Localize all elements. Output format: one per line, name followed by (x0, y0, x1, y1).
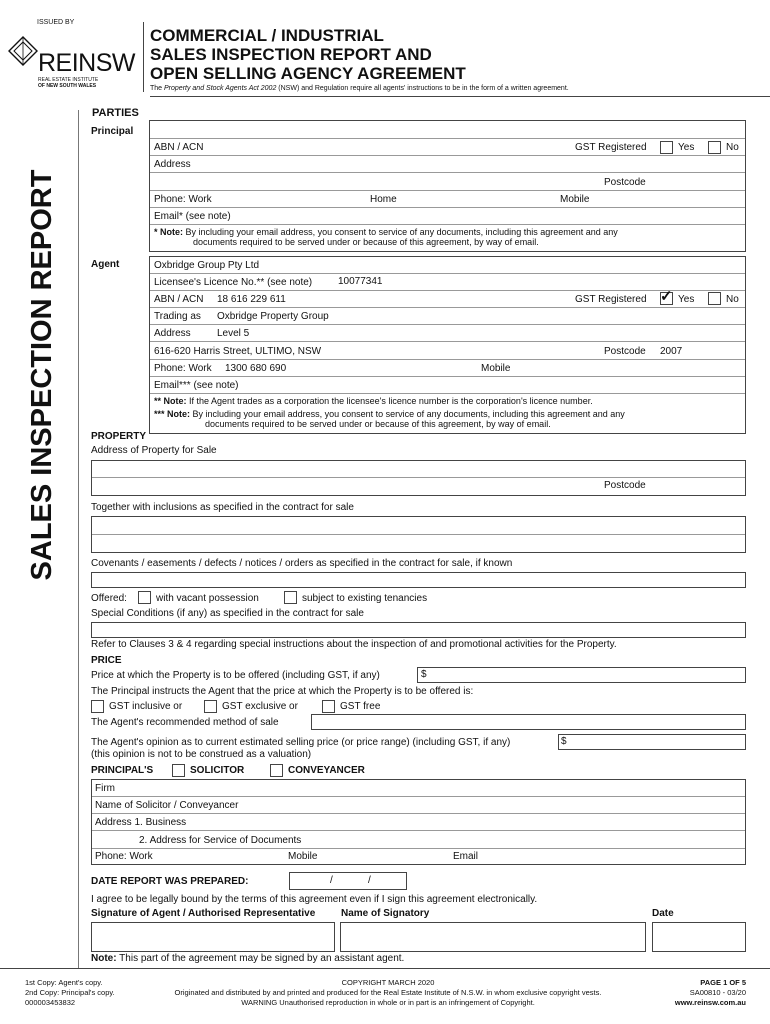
agent-postcode-label: Postcode (604, 346, 646, 357)
conveyancer-label: CONVEYANCER (288, 765, 365, 776)
agent-gst-yes: Yes (678, 294, 695, 305)
solicitor-address1-label: Address 1. Business (95, 817, 187, 828)
opinion-label: The Agent's opinion as to current estimated selling price (or price range) (including GST, if any) (91, 737, 511, 748)
solicitor-phone-work: Phone: Work (95, 851, 153, 862)
price-offered-field[interactable] (417, 667, 746, 683)
principal-home: Home (370, 194, 397, 205)
property-heading: PROPERTY (91, 431, 147, 442)
date-slash-1: / (330, 875, 333, 886)
agent-gst-no-checkbox[interactable] (708, 292, 721, 305)
existing-tenancies-label: subject to existing tenancies (302, 593, 428, 604)
title-line1: COMMERCIAL / INDUSTRIAL (150, 26, 384, 45)
price-heading: PRICE (91, 655, 122, 666)
property-address-field[interactable] (91, 460, 746, 496)
method-of-sale-label: The Agent's recommended method of sale (91, 717, 279, 728)
vacant-possession-checkbox[interactable] (138, 591, 151, 604)
agent-note3-cont: documents required to be served under or because of this agreement, by way of email. (205, 419, 551, 429)
signature-label: Signature of Agent / Authorised Representative (91, 908, 316, 919)
principal-email-label: Email* (see note) (154, 211, 231, 222)
principal-note: * Note: By including your email address, you consent to service of any documents, including this agreement and any (154, 227, 618, 237)
solicitor-heading: PRINCIPAL'S (91, 765, 154, 776)
agent-licence-label: Licensee's Licence No.** (see note) (154, 277, 313, 288)
agent-abn-value: 18 616 229 611 (217, 294, 286, 305)
footer-form-no: 000003453832 (25, 998, 76, 1007)
header-divider (143, 22, 144, 92)
signature-field[interactable] (91, 922, 335, 952)
solicitor-email: Email (453, 851, 479, 862)
signatory-name-field[interactable] (340, 922, 646, 952)
issued-by: ISSUED BY (37, 19, 75, 26)
covenants-label: Covenants / easements / defects / notices / orders as specified in the contract for sale, if known (91, 558, 513, 569)
agent-address-line1: Level 5 (217, 328, 250, 339)
principal-gst-no-checkbox[interactable] (708, 141, 721, 154)
agent-mobile: Mobile (481, 363, 511, 374)
opinion-field[interactable] (558, 734, 746, 750)
side-title: SALES INSPECTION REPORT (26, 169, 58, 581)
solicitor-mobile: Mobile (288, 851, 318, 862)
signature-note: Note: This part of the agreement may be signed by an assistant agent. (91, 953, 405, 964)
agent-trading-value: Oxbridge Property Group (217, 311, 329, 322)
agent-gst-yes-checkmark: ✓ (660, 288, 673, 305)
principal-mobile: Mobile (560, 194, 590, 205)
footer-web: www.reinsw.com.au (674, 998, 746, 1007)
title-line3: OPEN SELLING AGENCY AGREEMENT (150, 64, 466, 83)
price-offered-label: Price at which the Property is to be offered (including GST, if any) (91, 670, 380, 681)
date-slash-2: / (368, 875, 371, 886)
logo-text: REINSW (38, 49, 135, 77)
special-conditions-label: Special Conditions (if any) as specified in the contract for sale (91, 608, 364, 619)
agent-address-line2: 616-620 Harris Street, ULTIMO, NSW (154, 346, 322, 357)
agent-licence-value: 10077341 (338, 276, 383, 287)
logo-sub2: OF NEW SOUTH WALES (38, 83, 97, 89)
conveyancer-checkbox[interactable] (270, 764, 283, 777)
agree-text: I agree to be legally bound by the terms of this agreement even if I sign this agreement electronically. (91, 894, 538, 905)
vacant-possession-label: with vacant possession (156, 593, 259, 604)
footer-page: PAGE 1 OF 5 (700, 978, 746, 987)
price-offered-dollar: $ (421, 669, 427, 680)
agent-gst-label: GST Registered (575, 294, 647, 305)
agent-note2: ** Note: If the Agent trades as a corporation the licensee's licence number is the corporation's licence number. (154, 396, 593, 406)
principal-gst-label: GST Registered (575, 142, 647, 153)
gst-free-checkbox[interactable] (322, 700, 335, 713)
footer-rule (0, 968, 770, 969)
signatory-name-label: Name of Signatory (341, 908, 430, 919)
agent-trading-label: Trading as (154, 311, 201, 322)
date-report-field[interactable] (289, 872, 407, 890)
refer-clauses-text: Refer to Clauses 3 & 4 regarding special instructions about the inspection of and promotional activities for the Property. (91, 639, 617, 650)
covenants-field[interactable] (91, 572, 746, 588)
offered-label: Offered: (91, 593, 127, 604)
title-line2: SALES INSPECTION REPORT AND (150, 45, 432, 64)
gst-exclusive-label: GST exclusive or (222, 701, 298, 712)
footer-copyright: COPYRIGHT MARCH 2020 (341, 978, 435, 987)
solicitor-checkbox[interactable] (172, 764, 185, 777)
footer-code: SA00810 - 03/20 (689, 988, 746, 997)
agent-name: Oxbridge Group Pty Ltd (154, 260, 260, 271)
reinsw-logo (8, 34, 138, 92)
price-instructs-label: The Principal instructs the Agent that the price at which the Property is to be offered is: (91, 686, 474, 697)
footer-copy1: 1st Copy: Agent's copy. (25, 978, 103, 987)
gst-inclusive-checkbox[interactable] (91, 700, 104, 713)
logo-sub1: REAL ESTATE INSTITUTE (38, 77, 99, 83)
agent-email-label: Email*** (see note) (154, 380, 239, 391)
solicitor-label: SOLICITOR (190, 765, 245, 776)
header-subtitle: The Property and Stock Agents Act 2002 (NSW) and Regulation require all agents' instructions to be in the form of a written agreement. (150, 85, 569, 92)
footer-originated: Originated and distributed by and printed and produced for the Real Estate Institute of N.S.W. in whom exclusive copyright vests. (174, 988, 602, 997)
parties-heading: PARTIES (92, 107, 139, 119)
method-of-sale-field[interactable] (311, 714, 746, 730)
gst-free-label: GST free (340, 701, 381, 712)
principal-gst-yes-checkbox[interactable] (660, 141, 673, 154)
agent-label: Agent (91, 259, 120, 270)
agent-gst-no: No (726, 294, 739, 305)
agent-address-label: Address (154, 328, 191, 339)
principal-phone-work: Phone: Work (154, 194, 212, 205)
agent-note3: *** Note: By including your email address, you consent to service of any documents, including this agreement and any (154, 409, 625, 419)
gst-exclusive-checkbox[interactable] (204, 700, 217, 713)
inclusions-label: Together with inclusions as specified in the contract for sale (91, 502, 354, 513)
solicitor-address2-label: 2. Address for Service of Documents (139, 835, 302, 846)
solicitor-firm-label: Firm (95, 783, 115, 794)
date-report-label: DATE REPORT WAS PREPARED: (91, 876, 249, 887)
agent-phone-work: Phone: Work (154, 363, 212, 374)
solicitor-name-label: Name of Solicitor / Conveyancer (95, 800, 239, 811)
property-address-label: Address of Property for Sale (91, 445, 217, 456)
header-rule (150, 96, 770, 97)
footer-copy2: 2nd Copy: Principal's copy. (25, 988, 115, 997)
principal-abn-label: ABN / ACN (154, 142, 204, 153)
principal-gst-no: No (726, 142, 739, 153)
side-rule (78, 110, 79, 968)
existing-tenancies-checkbox[interactable] (284, 591, 297, 604)
opinion-dollar: $ (561, 736, 567, 747)
principal-postcode-label: Postcode (604, 177, 646, 188)
solicitor-box (91, 779, 746, 865)
footer-warning: WARNING Unauthorised reproduction in whole or in part is an infringement of Copyright. (241, 998, 535, 1007)
principal-gst-yes: Yes (678, 142, 695, 153)
gst-inclusive-label: GST inclusive or (109, 701, 183, 712)
principal-address-label: Address (154, 159, 191, 170)
signature-date-field[interactable] (652, 922, 746, 952)
property-postcode-label: Postcode (604, 480, 646, 491)
agent-phone-value: 1300 680 690 (225, 363, 287, 374)
signature-date-label: Date (652, 908, 674, 919)
agent-abn-label: ABN / ACN (154, 294, 204, 305)
opinion-note: (this opinion is not to be construed as a valuation) (91, 749, 312, 760)
principal-note-cont: documents required to be served under or because of this agreement, by way of email. (193, 237, 539, 247)
reinsw-diamond-icon (8, 36, 38, 66)
agent-postcode-value: 2007 (660, 346, 683, 357)
special-conditions-field[interactable] (91, 622, 746, 638)
principal-label: Principal (91, 126, 134, 137)
